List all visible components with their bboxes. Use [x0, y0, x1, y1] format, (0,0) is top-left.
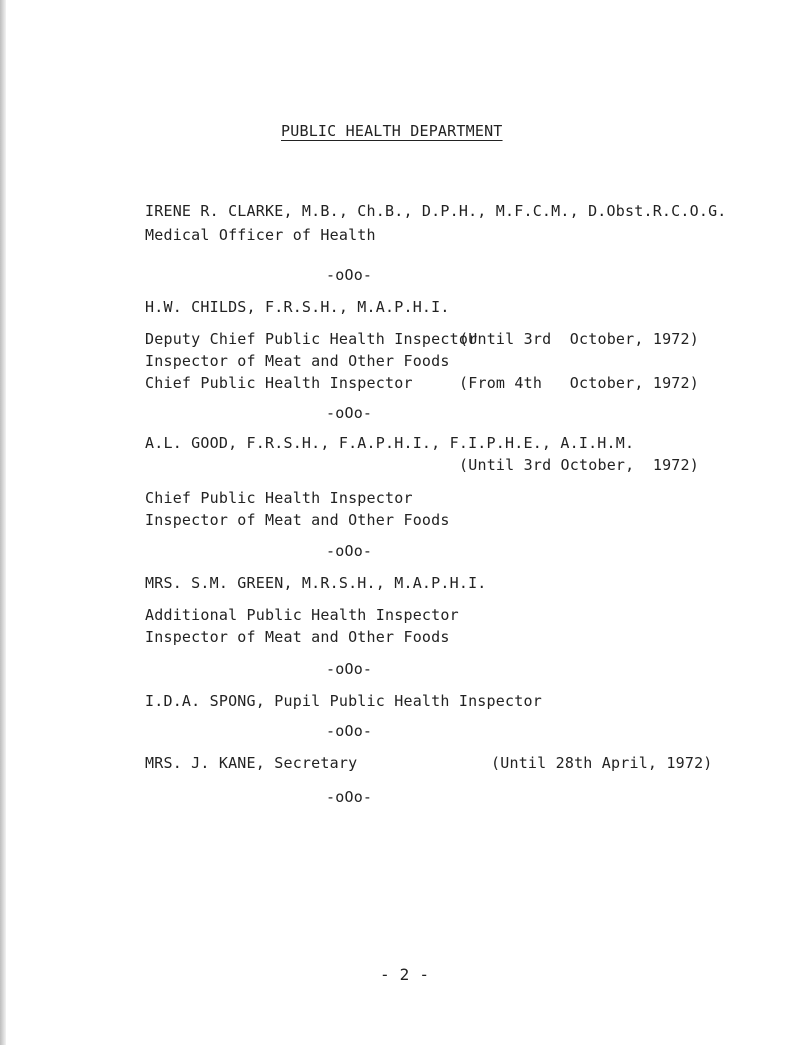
- officer-role-childs-1: Deputy Chief Public Health Inspector: [145, 330, 478, 348]
- separator: -oOo-: [326, 542, 373, 560]
- officer-name-clarke: IRENE R. CLARKE, M.B., Ch.B., D.P.H., M.F.C.M., D.Obst.R.C.O.G.: [145, 202, 727, 220]
- separator: -oOo-: [326, 266, 373, 284]
- officer-role-clarke: Medical Officer of Health: [145, 226, 376, 244]
- separator: -oOo-: [326, 404, 373, 422]
- officer-role-good-1: Chief Public Health Inspector: [145, 489, 413, 507]
- separator: -oOo-: [326, 788, 373, 806]
- officer-role-good-2: Inspector of Meat and Other Foods: [145, 511, 450, 529]
- scan-edge-shadow: [0, 0, 6, 1045]
- officer-role-green-1: Additional Public Health Inspector: [145, 606, 459, 624]
- officer-name-kane: MRS. J. KANE, Secretary: [145, 754, 358, 772]
- date-note-good: (Until 3rd October, 1972): [459, 456, 699, 474]
- date-note-childs-3: (From 4th October, 1972): [459, 374, 699, 392]
- page-title: PUBLIC HEALTH DEPARTMENT: [281, 122, 503, 140]
- officer-name-childs: H.W. CHILDS, F.R.S.H., M.A.P.H.I.: [145, 298, 450, 316]
- officer-name-good: A.L. GOOD, F.R.S.H., F.A.P.H.I., F.I.P.H.E., A.I.H.M.: [145, 434, 635, 452]
- officer-name-spong: I.D.A. SPONG, Pupil Public Health Inspector: [145, 692, 542, 710]
- officer-name-green: MRS. S.M. GREEN, M.R.S.H., M.A.P.H.I.: [145, 574, 487, 592]
- date-note-childs-1: (Until 3rd October, 1972): [459, 330, 699, 348]
- separator: -oOo-: [326, 722, 373, 740]
- officer-role-childs-2: Inspector of Meat and Other Foods: [145, 352, 450, 370]
- page-number: - 2 -: [380, 965, 430, 984]
- separator: -oOo-: [326, 660, 373, 678]
- date-note-kane: (Until 28th April, 1972): [491, 754, 713, 772]
- officer-role-childs-3: Chief Public Health Inspector: [145, 374, 413, 392]
- officer-role-green-2: Inspector of Meat and Other Foods: [145, 628, 450, 646]
